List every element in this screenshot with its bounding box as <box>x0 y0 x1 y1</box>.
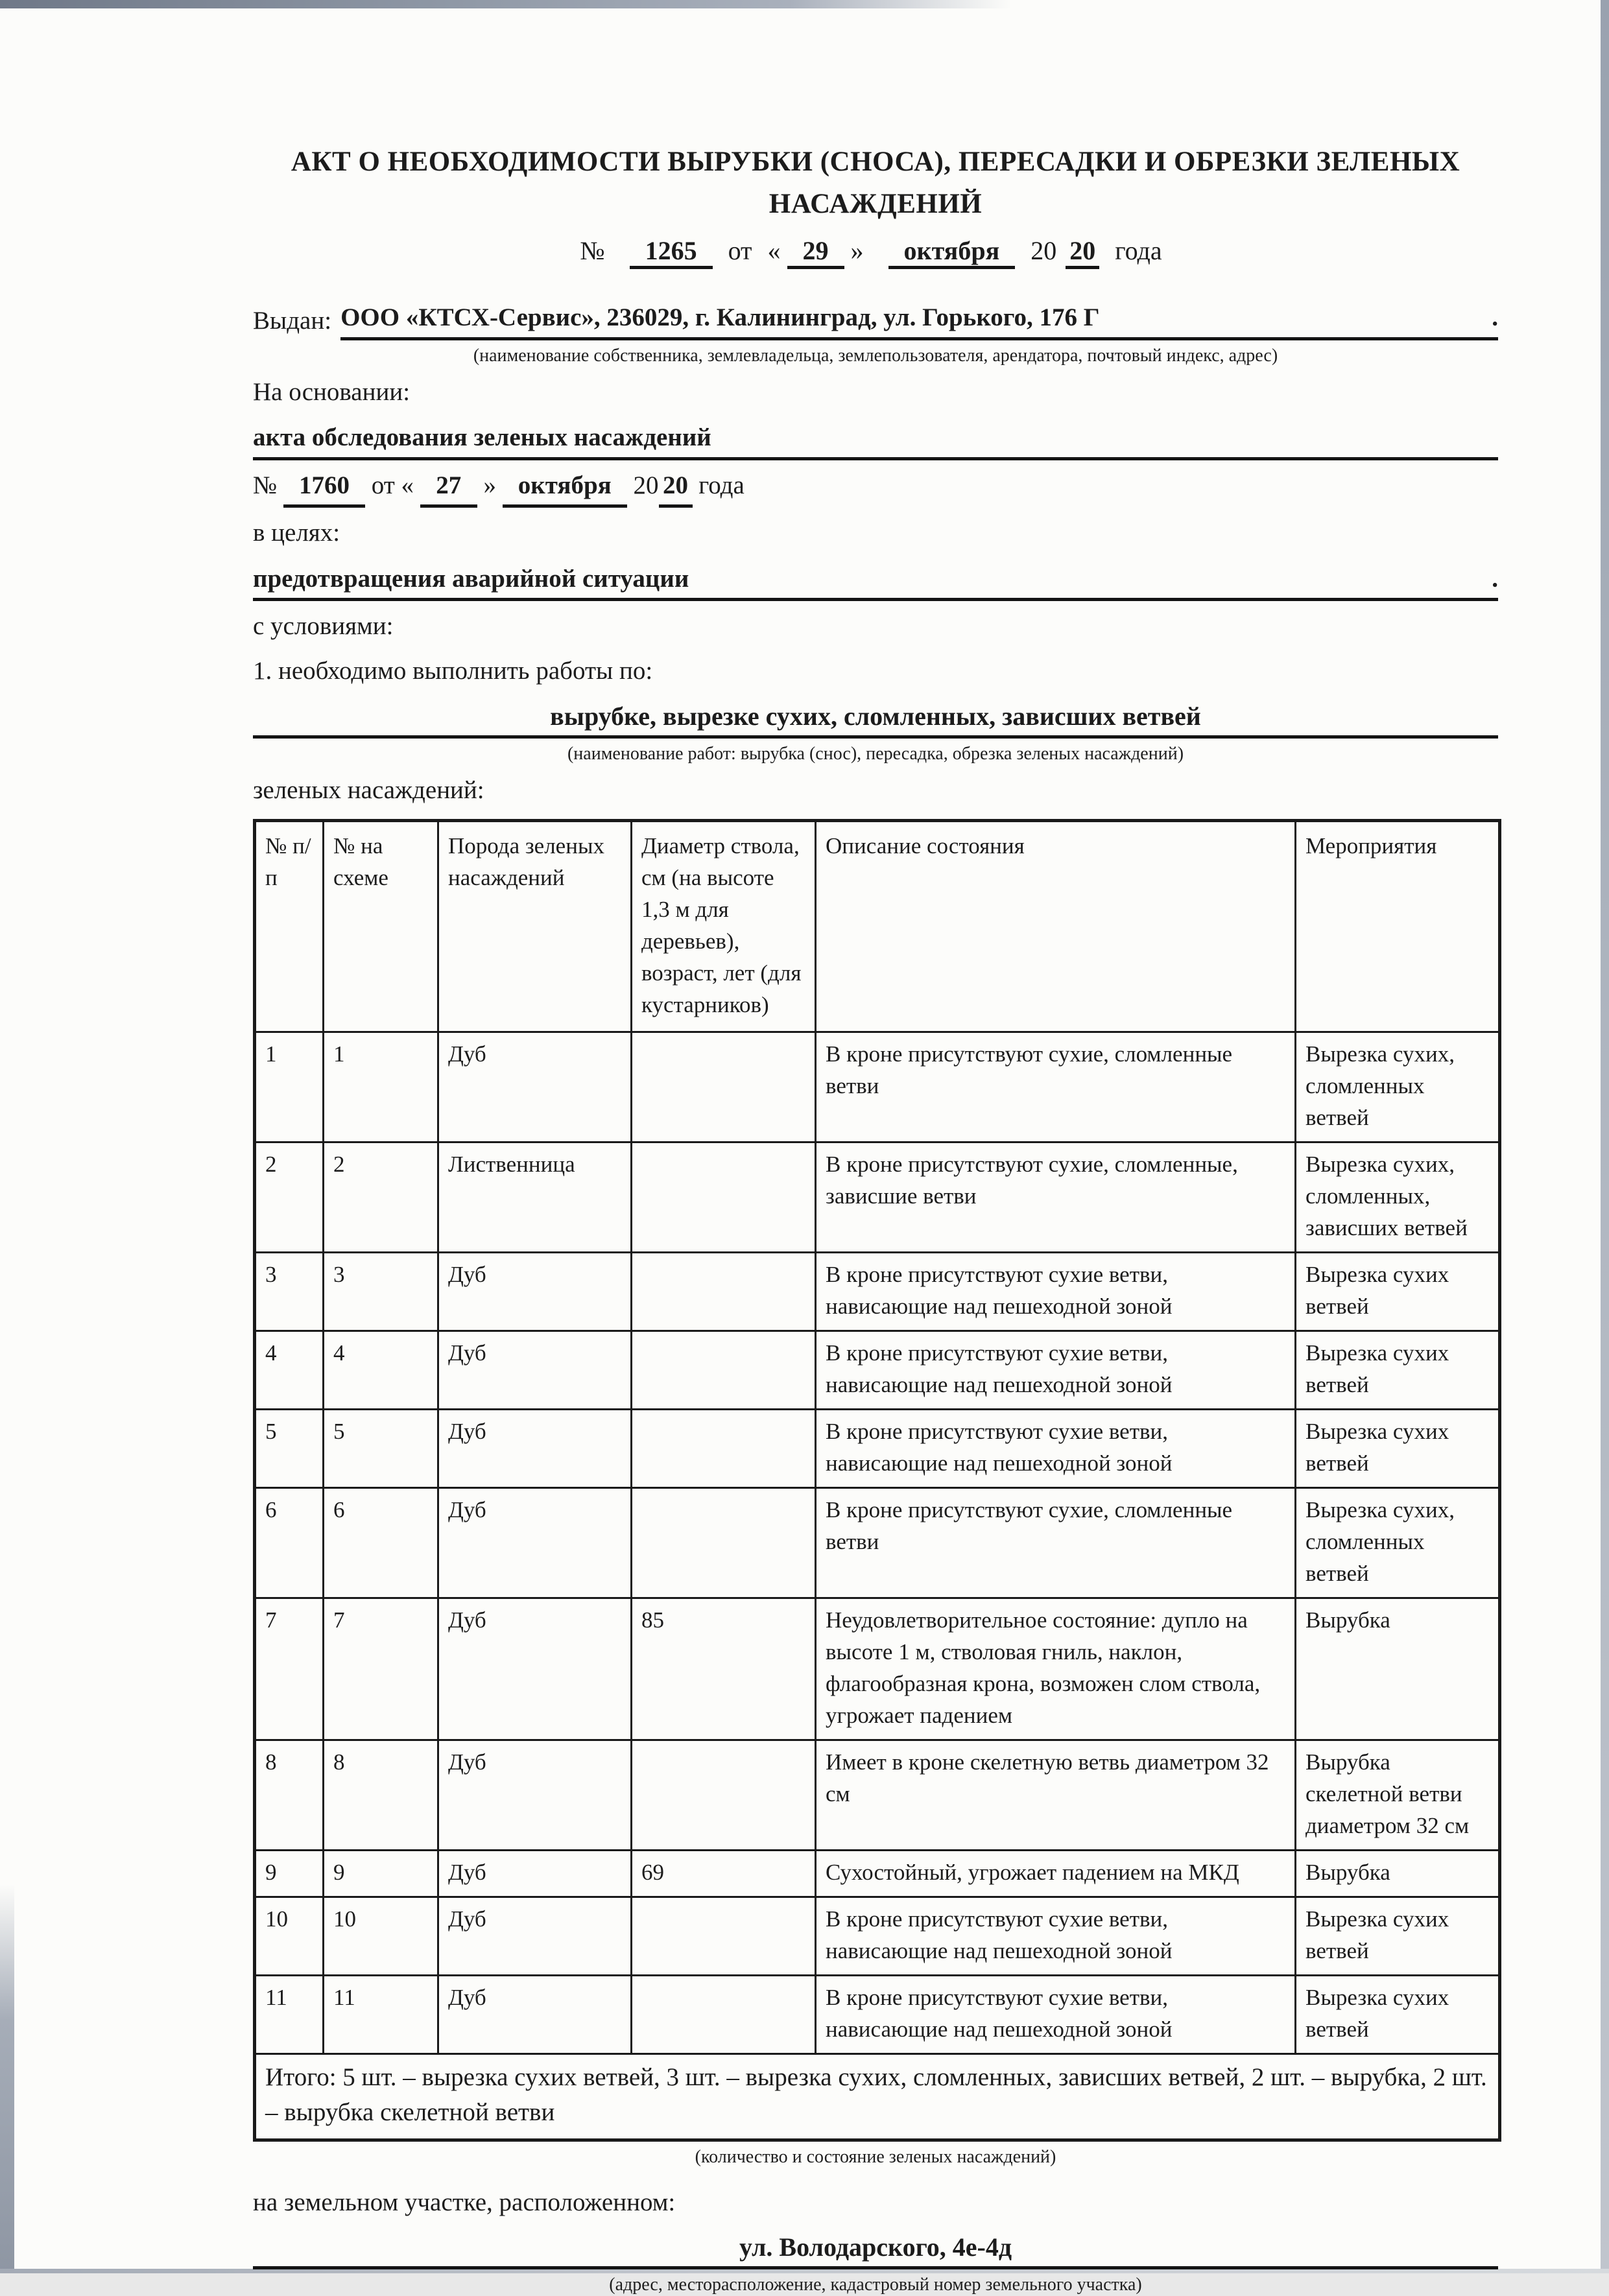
cell-measures: Вырубка скелетной ветви диаметром 32 см <box>1296 1740 1500 1850</box>
act-era-word: года <box>1115 236 1162 265</box>
cell-scheme-number: 11 <box>324 1975 438 2053</box>
cell-scheme-number: 1 <box>324 1032 438 1142</box>
document-content <box>253 141 1498 2296</box>
table-header-row <box>255 820 1500 1032</box>
table-row <box>255 1850 1500 1897</box>
cell-condition: В кроне присутствуют сухие ветви, нависающие над пешеходной зоной <box>816 1897 1296 1975</box>
cell-diameter <box>632 1142 816 1252</box>
cell-measures: Вырубка <box>1296 1598 1500 1740</box>
cell-scheme-number: 2 <box>324 1142 438 1252</box>
cell-scheme-number: 10 <box>324 1897 438 1975</box>
cell-scheme-number: 9 <box>324 1850 438 1897</box>
basis-from-word: от <box>371 471 395 499</box>
cell-scheme-number: 8 <box>324 1740 438 1850</box>
location-caption: (адрес, месторасположение, кадастровый номер земельного участка) <box>609 2274 1142 2295</box>
cell-scheme-number: 7 <box>324 1598 438 1740</box>
table-row <box>255 1032 1500 1142</box>
cell-diameter <box>632 1331 816 1409</box>
cell-diameter <box>632 1975 816 2053</box>
document-title-line1: АКТ О НЕОБХОДИМОСТИ ВЫРУБКИ (СНОСА), ПЕРЕСАДКИ И ОБРЕЗКИ ЗЕЛЕНЫХ <box>291 147 1460 177</box>
basis-day-value: 27 <box>420 467 477 508</box>
cell-scheme-number: 3 <box>324 1252 438 1331</box>
act-quote-close: » <box>850 236 864 265</box>
document-title-line2: НАСАЖДЕНИЙ <box>769 188 983 219</box>
cell-diameter: 69 <box>632 1850 816 1897</box>
table-row <box>255 1142 1500 1252</box>
basis-number-sign: № <box>253 471 278 499</box>
cell-species: Дуб <box>438 1409 632 1487</box>
cell-measures: Вырезка сухих, сломленных, зависших ветвей <box>1296 1142 1500 1252</box>
cell-diameter <box>632 1252 816 1331</box>
basis-value-line <box>253 419 1498 460</box>
cell-row-number: 4 <box>255 1331 324 1409</box>
act-number-sign: № <box>580 236 605 265</box>
document-title <box>253 141 1498 225</box>
cell-measures: Вырезка сухих, сломленных ветвей <box>1296 1487 1500 1598</box>
cell-row-number: 11 <box>255 1975 324 2053</box>
purpose-value-line <box>253 560 1498 602</box>
cell-diameter <box>632 1032 816 1142</box>
cell-condition: Неудовлетворительное состояние: дупло на высоте 1 м, стволовая гниль, наклон, флагообразная крона, возможен слом ствола, угрожает падением <box>816 1598 1296 1740</box>
header-measures: Мероприятия <box>1296 820 1500 1032</box>
cell-condition: В кроне присутствуют сухие, сломленные ветви <box>816 1032 1296 1142</box>
cell-species: Дуб <box>438 1331 632 1409</box>
basis-number-line <box>253 467 1498 508</box>
header-row-number: № п/п <box>255 820 324 1032</box>
cell-diameter <box>632 1487 816 1598</box>
cell-species: Дуб <box>438 1252 632 1331</box>
table-row <box>255 1487 1500 1598</box>
basis-quote-open: « <box>401 471 414 499</box>
act-from-word: от <box>728 236 752 265</box>
cell-measures: Вырезка сухих ветвей <box>1296 1331 1500 1409</box>
cell-condition: В кроне присутствуют сухие ветви, нависающие над пешеходной зоной <box>816 1331 1296 1409</box>
issued-end-dot: . <box>1492 303 1498 331</box>
table-total-row <box>255 2053 1500 2140</box>
issued-value: ООО «КТСХ-Сервис», 236029, г. Калининград, ул. Горького, 176 Г <box>340 303 1100 331</box>
cell-measures: Вырезка сухих, сломленных ветвей <box>1296 1032 1500 1142</box>
scan-edge-artifact-right <box>1601 0 1609 2273</box>
basis-century: 20 <box>633 471 659 499</box>
cell-row-number: 5 <box>255 1409 324 1487</box>
basis-month-value: октября <box>503 467 627 508</box>
cell-condition: Имеет в кроне скелетную ветвь диаметром 32 см <box>816 1740 1296 1850</box>
purpose-end-dot: . <box>1492 564 1498 593</box>
cell-scheme-number: 4 <box>324 1331 438 1409</box>
table-row <box>255 1409 1500 1487</box>
basis-quote-close: » <box>483 471 496 499</box>
cell-species: Дуб <box>438 1850 632 1897</box>
conditions-label: с условиями: <box>253 612 394 640</box>
table-row <box>255 1975 1500 2053</box>
table-row <box>255 1598 1500 1740</box>
cell-measures: Вырезка сухих ветвей <box>1296 1897 1500 1975</box>
cell-condition: В кроне присутствуют сухие, сломленные ветви <box>816 1487 1296 1598</box>
cell-condition: Сухостойный, угрожает падением на МКД <box>816 1850 1296 1897</box>
cell-diameter <box>632 1897 816 1975</box>
cell-row-number: 1 <box>255 1032 324 1142</box>
location-label: на земельном участке, расположенном: <box>253 2188 676 2216</box>
table-row <box>255 1897 1500 1975</box>
purpose-label: в целях: <box>253 519 340 547</box>
cell-species: Дуб <box>438 1598 632 1740</box>
cell-condition: В кроне присутствуют сухие, сломленные, зависшие ветви <box>816 1142 1296 1252</box>
act-number-line <box>253 235 1498 269</box>
basis-era-word: года <box>698 471 745 499</box>
table-row <box>255 1331 1500 1409</box>
act-number-value: 1265 <box>630 235 713 269</box>
cell-scheme-number: 6 <box>324 1487 438 1598</box>
works-tail: зеленых насаждений: <box>253 776 484 804</box>
basis-year-value: 20 <box>659 467 693 508</box>
issued-caption: (наименование собственника, землевладельца, землепользователя, арендатора, почтовый индекс, адрес) <box>473 345 1278 366</box>
works-intro: 1. необходимо выполнить работы по: <box>253 656 653 685</box>
scan-edge-artifact-top <box>0 0 1012 8</box>
cell-diameter <box>632 1409 816 1487</box>
act-year-value: 20 <box>1066 235 1099 269</box>
cell-diameter <box>632 1740 816 1850</box>
location-value-line: ул. Володарского, 4е-4д <box>253 2229 1498 2269</box>
cell-measures: Вырубка <box>1296 1850 1500 1897</box>
cell-species: Дуб <box>438 1975 632 2053</box>
count-caption: (количество и состояние зеленых насаждений) <box>695 2146 1056 2167</box>
works-value-line: вырубке, вырезке сухих, сломленных, зависших ветвей <box>253 698 1498 739</box>
works-caption: (наименование работ: вырубка (снос), пересадка, обрезка зеленых насаждений) <box>567 744 1184 764</box>
cell-measures: Вырезка сухих ветвей <box>1296 1975 1500 2053</box>
cell-species: Лиственница <box>438 1142 632 1252</box>
basis-label: На основании: <box>253 377 411 406</box>
act-month-value: октября <box>888 235 1016 269</box>
cell-row-number: 7 <box>255 1598 324 1740</box>
purpose-value: предотвращения аварийной ситуации <box>253 564 689 593</box>
header-species: Порода зеленых насаждений <box>438 820 632 1032</box>
cell-row-number: 9 <box>255 1850 324 1897</box>
cell-measures: Вырезка сухих ветвей <box>1296 1409 1500 1487</box>
cell-row-number: 8 <box>255 1740 324 1850</box>
cell-row-number: 3 <box>255 1252 324 1331</box>
cell-condition: В кроне присутствуют сухие ветви, нависающие над пешеходной зоной <box>816 1975 1296 2053</box>
trees-table <box>253 819 1501 2142</box>
cell-species: Дуб <box>438 1487 632 1598</box>
cell-condition: В кроне присутствуют сухие ветви, нависающие над пешеходной зоной <box>816 1409 1296 1487</box>
table-row <box>255 1740 1500 1850</box>
cell-row-number: 2 <box>255 1142 324 1252</box>
basis-number-value: 1760 <box>283 467 365 508</box>
issued-line <box>253 299 1498 340</box>
act-century: 20 <box>1031 236 1057 265</box>
cell-scheme-number: 5 <box>324 1409 438 1487</box>
cell-species: Дуб <box>438 1897 632 1975</box>
act-quote-open: « <box>767 236 781 265</box>
header-condition: Описание состояния <box>816 820 1296 1032</box>
cell-row-number: 10 <box>255 1897 324 1975</box>
table-row <box>255 1252 1500 1331</box>
header-diameter: Диаметр ствола, см (на высоте 1,3 м для деревьев), возраст, лет (для кустарников) <box>632 820 816 1032</box>
header-scheme-number: № на схеме <box>324 820 438 1032</box>
scan-edge-artifact-left <box>0 1884 14 2273</box>
table-total-text: Итого: 5 шт. – вырезка сухих ветвей, 3 шт. – вырезка сухих, сломленных, зависших ветвей, 2 шт. – вырубка, 2 шт. – вырубка скелетной ветви <box>255 2053 1500 2140</box>
issued-label: Выдан: <box>253 307 332 335</box>
cell-condition: В кроне присутствуют сухие ветви, нависающие над пешеходной зоной <box>816 1252 1296 1331</box>
cell-row-number: 6 <box>255 1487 324 1598</box>
cell-diameter: 85 <box>632 1598 816 1740</box>
cell-species: Дуб <box>438 1740 632 1850</box>
act-day-value: 29 <box>787 235 844 269</box>
basis-value: акта обследования зеленых насаждений <box>253 423 711 451</box>
cell-species: Дуб <box>438 1032 632 1142</box>
cell-measures: Вырезка сухих ветвей <box>1296 1252 1500 1331</box>
